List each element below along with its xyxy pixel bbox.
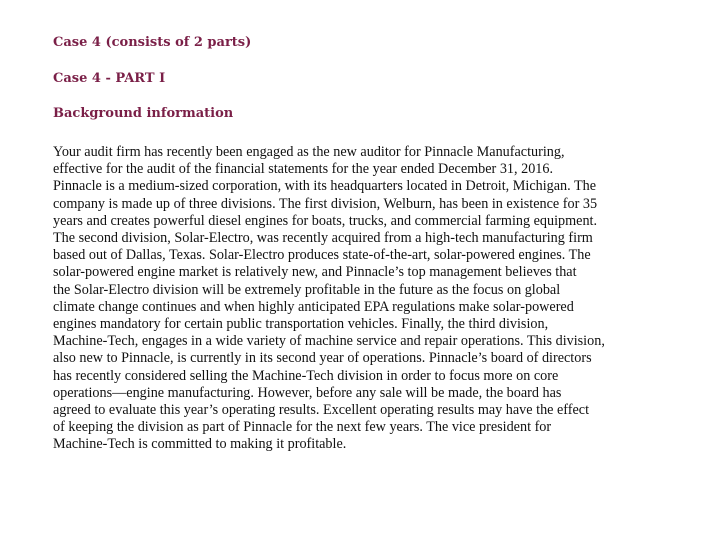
paragraph-line: The second division, Solar-Electro, was recently acquired from a high-tech manufacturing firm: [53, 230, 593, 247]
paragraph-line: Pinnacle is a medium-sized corporation, with its headquarters located in Detroit, Michigan. The: [53, 178, 597, 195]
paragraph-line: agreed to evaluate this year’s operating results. Excellent operating results may have the effect: [53, 402, 590, 419]
paragraph-line: Machine-Tech, engages in a wide variety of machine service and repair operations. This division,: [53, 333, 605, 350]
paragraph-line: the Solar-Electro division will be extremely profitable in the future as the focus on global: [53, 281, 561, 298]
paragraph-line: engines mandatory for certain public transportation vehicles. Finally, the third division,: [53, 316, 549, 333]
paragraph-line: Your audit firm has recently been engaged as the new auditor for Pinnacle Manufacturing,: [53, 144, 565, 160]
paragraph-line: Machine-Tech is committed to making it profitable.: [53, 436, 347, 453]
paragraph-line: also new to Pinnacle, is currently in its second year of operations. Pinnacle’s board of directors: [53, 350, 592, 367]
paragraph-line: company is made up of three divisions. The first division, Welburn, has been in existence for 35: [53, 195, 598, 212]
paragraph-line: solar-powered engine market is relatively new, and Pinnacle’s top management believes that: [53, 264, 577, 281]
paragraph-line: years and creates powerful diesel engines for boats, trucks, and commercial farming equipment.: [53, 212, 598, 229]
section-title: Background information: [53, 106, 234, 121]
paragraph-line: of keeping the division as part of Pinnacle for the next few years. The vice president for: [53, 419, 552, 436]
background-paragraph: [53, 144, 663, 454]
case-title: Case 4 (consists of 2 parts): [53, 35, 252, 50]
paragraph-line: climate change continues and when highly anticipated EPA regulations make solar-powered: [53, 298, 574, 315]
paragraph-line: based out of Dallas, Texas. Solar-Electro produces state-of-the-art, solar-powered engines. The: [53, 247, 591, 264]
paragraph-line: operations—engine manufacturing. However, before any sale will be made, the board has: [53, 384, 562, 401]
paragraph-line: has recently considered selling the Machine-Tech division in order to focus more on core: [53, 367, 559, 384]
part-title: Case 4 - PART I: [53, 71, 166, 86]
paragraph-line: effective for the audit of the financial statements for the year ended December 31, 2016.: [53, 161, 554, 178]
